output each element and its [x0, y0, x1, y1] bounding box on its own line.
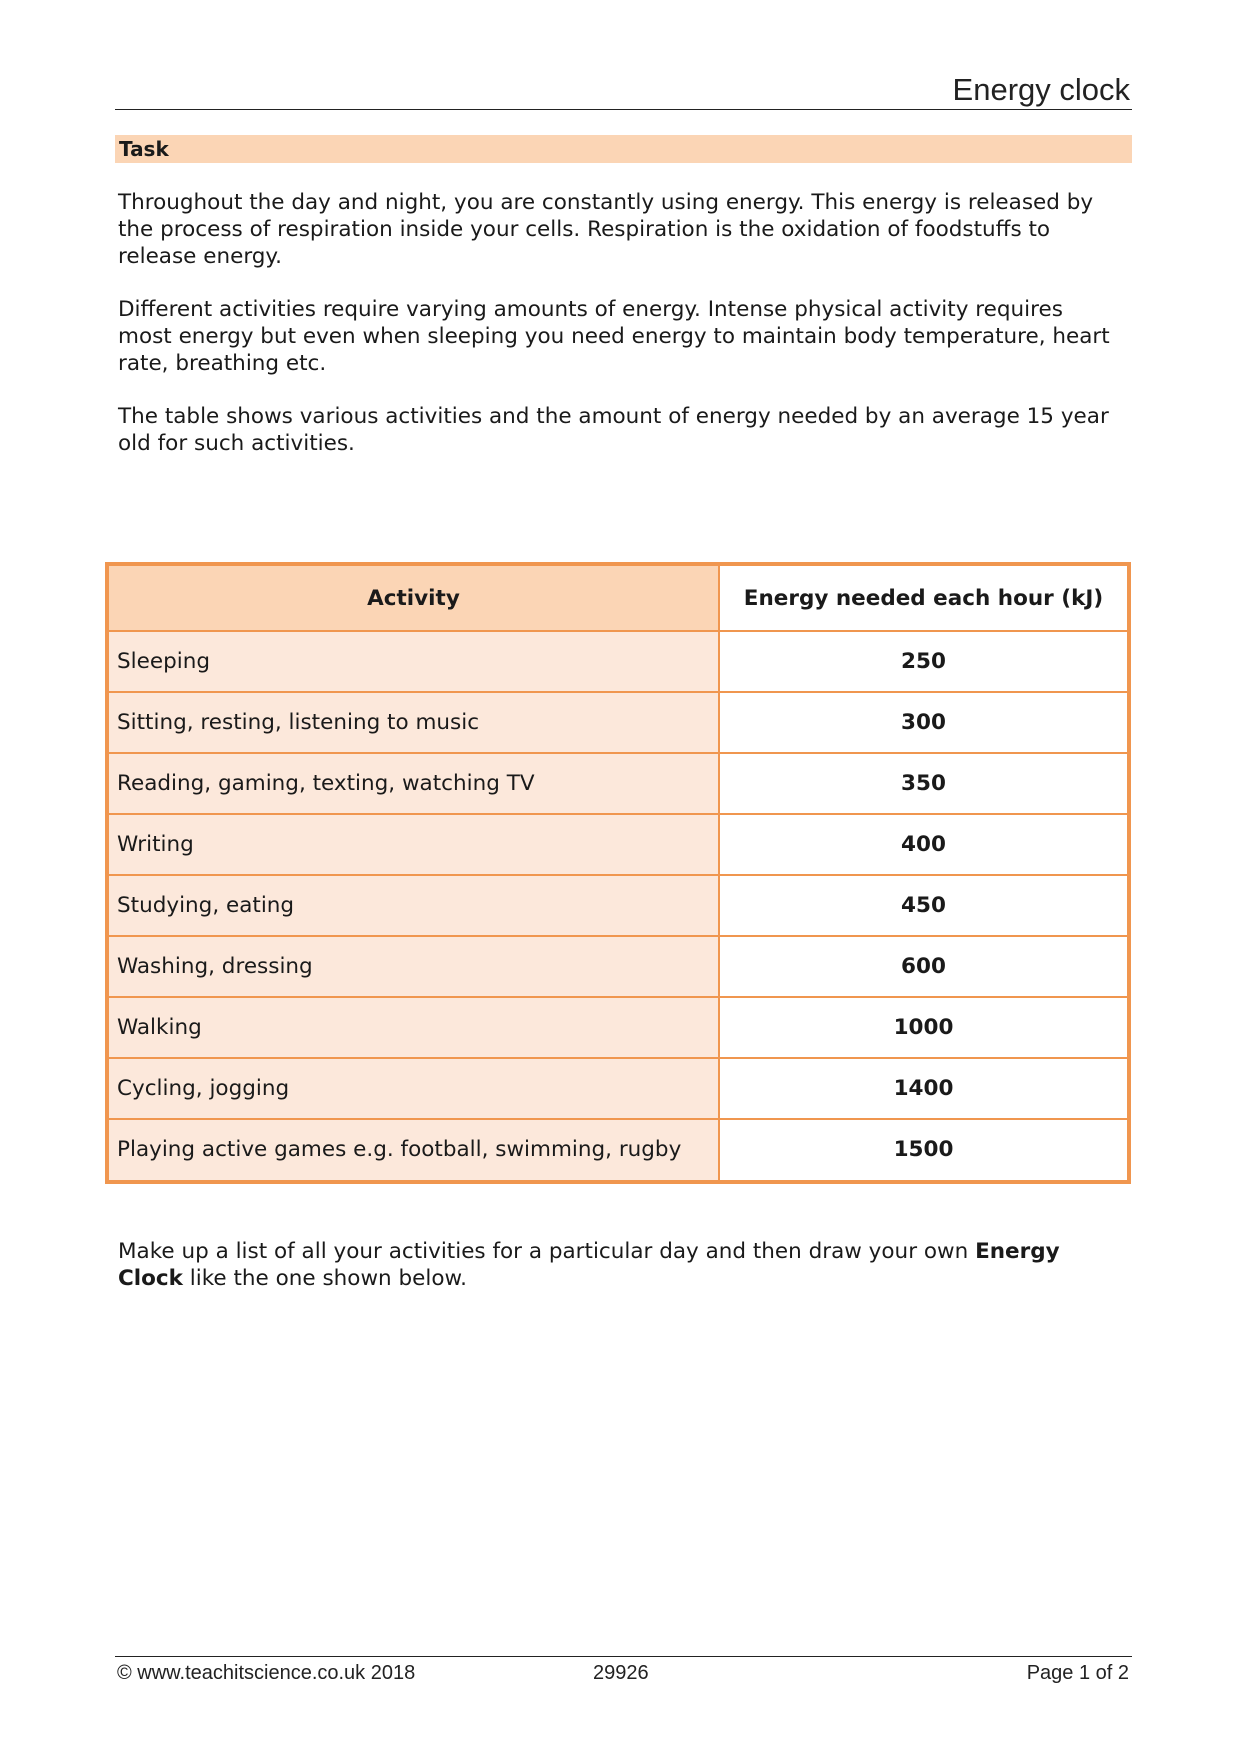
energy-cell: 450	[719, 875, 1129, 936]
activity-cell: Sitting, resting, listening to music	[107, 692, 719, 753]
energy-cell: 250	[719, 631, 1129, 692]
activity-cell: Reading, gaming, texting, watching TV	[107, 753, 719, 814]
task-heading: Task	[115, 135, 1132, 163]
energy-cell: 350	[719, 753, 1129, 814]
intro-paragraph-1: Throughout the day and night, you are constantly using energy. This energy is released by the process of respiration inside your cells. Respiration is the oxidation of foodstuffs to release energy.	[118, 190, 1094, 269]
table-row	[107, 631, 1129, 692]
activity-cell: Writing	[107, 814, 719, 875]
table-row	[107, 1119, 1129, 1182]
table-row	[107, 875, 1129, 936]
table-row	[107, 936, 1129, 997]
energy-cell: 1000	[719, 997, 1129, 1058]
activity-cell: Cycling, jogging	[107, 1058, 719, 1119]
energy-cell: 1400	[719, 1058, 1129, 1119]
table-row	[107, 814, 1129, 875]
energy-cell: 400	[719, 814, 1129, 875]
intro-paragraph-3: The table shows various activities and the amount of energy needed by an average 15 year old for such activities.	[118, 404, 1109, 456]
table-row	[107, 753, 1129, 814]
page-title: Energy clock	[952, 72, 1130, 107]
energy-table	[105, 562, 1131, 1184]
table-row	[107, 1058, 1129, 1119]
footer-divider	[115, 1656, 1132, 1657]
energy-cell: 600	[719, 936, 1129, 997]
activity-cell: Studying, eating	[107, 875, 719, 936]
intro-paragraph-2: Different activities require varying amounts of energy. Intense physical activity requires most energy but even when sleeping you need energy to maintain body temperature, heart rate, breathing etc.	[118, 297, 1110, 376]
activity-cell: Washing, dressing	[107, 936, 719, 997]
instruction-emphasis: Energy Clock	[118, 1239, 1060, 1291]
energy-cell: 300	[719, 692, 1129, 753]
footer-page-number: Page 1 of 2	[1026, 1662, 1129, 1684]
header-divider	[115, 109, 1132, 110]
activity-cell: Walking	[107, 997, 719, 1058]
footer-copyright: © www.teachitscience.co.uk 2018	[117, 1662, 416, 1684]
table-row	[107, 692, 1129, 753]
footer-code: 29926	[593, 1662, 649, 1684]
column-header-energy: Energy needed each hour (kJ)	[719, 564, 1129, 631]
energy-cell: 1500	[719, 1119, 1129, 1182]
column-header-activity: Activity	[107, 564, 719, 631]
table-header-row	[107, 564, 1129, 631]
activity-cell: Sleeping	[107, 631, 719, 692]
table-row	[107, 997, 1129, 1058]
activity-cell: Playing active games e.g. football, swimming, rugby	[107, 1119, 719, 1182]
instruction-text-end: like the one shown below.	[182, 1266, 467, 1291]
instruction-paragraph	[118, 1238, 1118, 1292]
instruction-text: Make up a list of all your activities for a particular day and then draw your own	[118, 1239, 976, 1264]
